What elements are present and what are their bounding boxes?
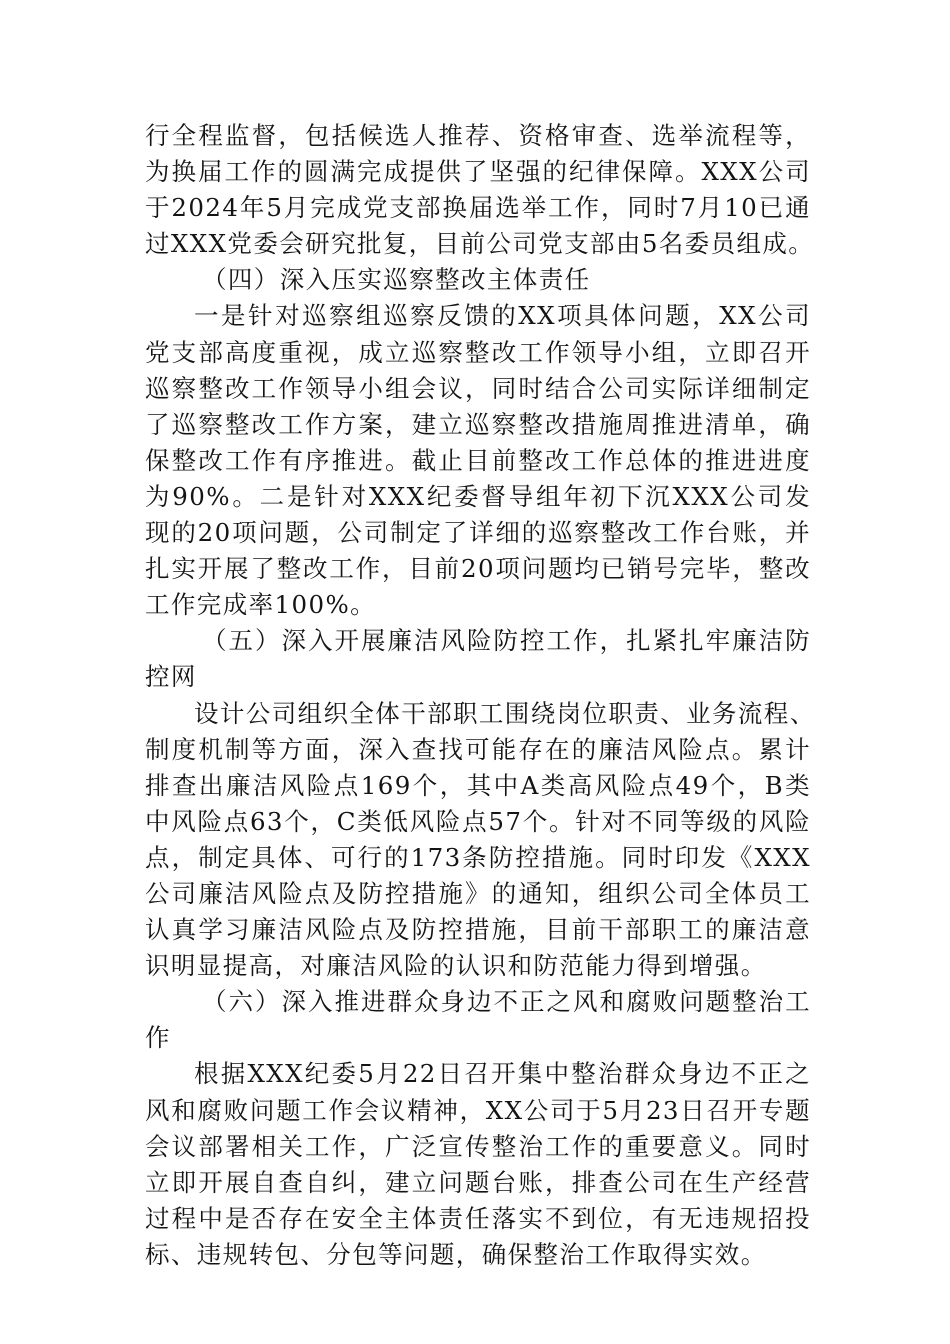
text-line: 为90%。二是针对XXX纪委督导组年初下沉XXX公司发	[145, 481, 811, 511]
section-5-heading: （五）深入开展廉洁风险防控工作，扎紧扎牢廉洁防	[202, 626, 811, 656]
text-line: 制度机制等方面，深入查找可能存在的廉洁风险点。累计	[145, 734, 811, 764]
text-line: 公司廉洁风险点及防控措施》的通知，组织公司全体员工	[145, 878, 811, 908]
text-line: 党支部高度重视，成立巡察整改工作领导小组，立即召开	[145, 337, 811, 367]
text-line: 识明显提高，对廉洁风险的认识和防范能力得到增强。	[145, 951, 767, 981]
text-line: 了巡察整改工作方案，建立巡察整改措施周推进清单，确	[145, 409, 811, 439]
text-line: 认真学习廉洁风险点及防控措施，目前干部职工的廉洁意	[145, 915, 811, 945]
section-5-heading-continued: 控网	[145, 662, 197, 692]
text-line: 排查出廉洁风险点169个，其中A类高风险点49个，B类	[145, 770, 811, 800]
text-line: 过XXX党委会研究批复，目前公司党支部由5名委员组成。	[145, 229, 815, 259]
text-line: 工作完成率100%。	[145, 590, 377, 620]
text-line: 巡察整改工作领导小组会议，同时结合公司实际详细制定	[145, 373, 811, 403]
text-line: 现的20项问题，公司制定了详细的巡察整改工作台账，并	[145, 518, 811, 548]
text-line: 标、违规转包、分包等问题，确保整治工作取得实效。	[145, 1239, 767, 1269]
paragraph-continued	[145, 118, 815, 262]
text-line: 扎实开展了整改工作，目前20项问题均已销号完毕，整改	[145, 554, 811, 584]
text-line: 立即开展自查自纠，建立问题台账，排查公司在生产经营	[145, 1167, 811, 1197]
text-line: 过程中是否存在安全主体责任落实不到位，有无违规招投	[145, 1203, 811, 1233]
text-line: 一是针对巡察组巡察反馈的XX项具体问题，XX公司	[194, 301, 811, 331]
text-line: 点，制定具体、可行的173条防控措施。同时印发《XXX	[145, 842, 811, 872]
section-4	[145, 262, 811, 623]
text-line: 于2024年5月完成党支部换届选举工作，同时7月10已通	[145, 193, 811, 223]
document-body	[145, 118, 816, 1273]
text-line: 设计公司组织全体干部职工围绕岗位职责、业务流程、	[194, 698, 816, 728]
text-line: 行全程监督，包括候选人推荐、资格审查、选举流程等，	[145, 121, 811, 150]
text-line: 中风险点63个，C类低风险点57个。针对不同等级的风险	[145, 806, 811, 836]
text-line: 根据XXX纪委5月22日召开集中整治群众身边不正之	[194, 1059, 811, 1089]
text-line: 风和腐败问题工作会议精神，XX公司于5月23日召开专题	[145, 1095, 811, 1125]
text-line: 为换届工作的圆满完成提供了坚强的纪律保障。XXX公司	[145, 157, 811, 187]
section-6-heading: （六）深入推进群众身边不正之风和腐败问题整治工	[202, 987, 811, 1017]
section-4-heading: （四）深入压实巡察整改主体责任	[202, 265, 591, 295]
text-line: 保整改工作有序推进。截止目前整改工作总体的推进进度	[145, 445, 811, 475]
text-line: 会议部署相关工作，广泛宣传整治工作的重要意义。同时	[145, 1131, 811, 1161]
section-6	[145, 984, 811, 1273]
section-6-heading-continued: 作	[145, 1023, 171, 1053]
section-5	[145, 623, 816, 984]
